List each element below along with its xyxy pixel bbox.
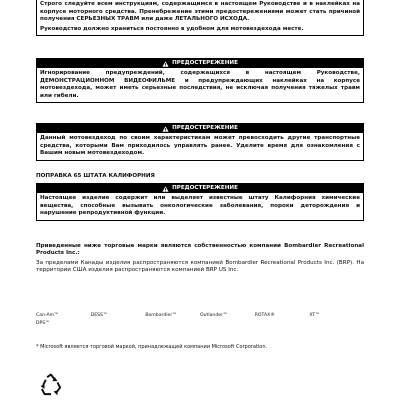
trademark-distribution-note: За пределами Канады изделия распространяются компанией Bombardier Recreational Products Inc. (BRP). На территории США изделия распространяются компанией BRP US Inc.	[36, 259, 364, 274]
manual-storage-paragraph: Руководство должно храниться постоянно в удобном для мотовездехода месте.	[40, 25, 304, 32]
warning-header-label: ПРЕДОСТЕРЕЖЕНИЕ	[172, 125, 238, 131]
warning-text: Настоящее изделие содержит или выделяет известные штату Калифорния химические вещества, способные вызывать онкологические заболевания, пороки деторождения и нарушение репродуктивной функции.	[40, 195, 360, 217]
safety-notice-paragraph: Строго следуйте всем инструкциям, содержащимся в настоящем Руководстве и в наклейках на корпусе моторного средства. Пренебрежение этими предостережениями может стать причиной получения СЕРЬЕЗНЫХ ТРАВМ или даже ЛЕТАЛЬНОГО ИСХОДА.	[40, 1, 360, 23]
california-heading-text: ПОПРАВКА 65 ШТАТА КАЛИФОРНИЯ	[36, 173, 155, 179]
trademark-item: DESS™	[90, 313, 108, 318]
warning-text: Игнорирование предупреждений, содержащихся в настоящем Руководстве, ДЕМОНСТРАЦИОННОМ ВИДЕОФИЛЬМЕ и предупреждающих наклейках на корпусе мотовездехода, может иметь серьезные последствия, не исключая получения тяжелых травм или гибели.	[40, 70, 360, 99]
warning-text: Данный мотовездеход по своим характеристикам может превосходить другие транспортные средства, которыми Вам приходилось управлять ранее. Уделите время для ознакомления с Вашим новым мотовездеходом.	[40, 135, 360, 157]
trademark-section	[36, 243, 364, 275]
trademark-list-row	[36, 312, 364, 319]
warning-box-2	[36, 123, 364, 161]
trademark-list-row-2	[36, 321, 50, 326]
warning-triangle-icon	[162, 61, 169, 67]
trademark-item: ROTAX®	[254, 313, 275, 318]
warning-box-1	[36, 58, 364, 103]
microsoft-footnote: * Microsoft является торговой маркой, принадлежащей компании Microsoft Corporation.	[36, 344, 268, 350]
trademark-item: Outlander™	[200, 313, 228, 318]
trademark-item: Can-Am™	[36, 313, 59, 318]
warning-header	[37, 59, 363, 68]
warning-header	[37, 124, 363, 133]
warning-triangle-icon	[162, 186, 169, 192]
trademark-item: Bombardier™	[145, 313, 177, 318]
recycle-icon	[38, 372, 64, 398]
warning-box-3	[36, 183, 364, 221]
trademark-item: DPS™	[36, 321, 50, 326]
trademark-intro: Приведенные ниже торговые марки являются собственностью компании Bombardier Recreational Products Inc.:	[36, 243, 364, 257]
warning-header	[37, 184, 363, 193]
warning-triangle-icon	[162, 126, 169, 132]
warning-header-label: ПРЕДОСТЕРЕЖЕНИЕ	[172, 185, 238, 191]
warning-header-label: ПРЕДОСТЕРЕЖЕНИЕ	[172, 60, 238, 66]
safety-notice-box	[36, 0, 364, 36]
california-section-heading	[36, 172, 364, 180]
trademark-item: XT™	[309, 313, 320, 318]
